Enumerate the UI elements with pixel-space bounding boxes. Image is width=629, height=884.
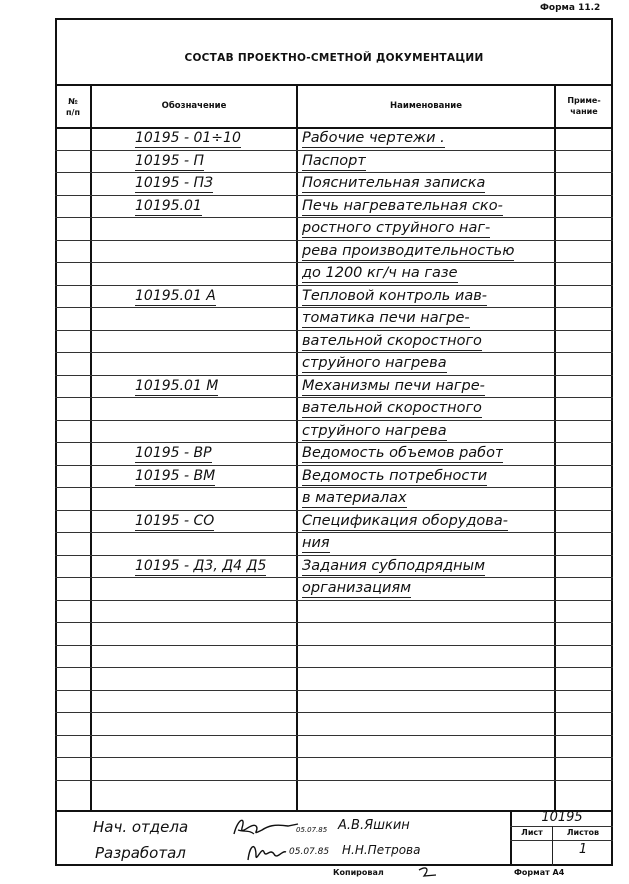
table-row-line xyxy=(55,240,613,241)
row-designation: 10195.01 xyxy=(135,198,202,214)
table-row-line xyxy=(55,352,613,353)
row-name: организациям xyxy=(302,580,412,596)
table-row-line xyxy=(55,712,613,713)
table-row-line xyxy=(55,465,613,466)
footer-copied-label: Копировал xyxy=(333,868,384,877)
table-row-line xyxy=(55,172,613,173)
title-separator xyxy=(55,84,613,86)
table-row-line xyxy=(55,757,613,758)
column-divider-name xyxy=(554,84,556,810)
footer-sheet-divider xyxy=(552,826,553,866)
row-designation: 10195 - СО xyxy=(135,513,215,529)
footer-sheet-line xyxy=(510,840,613,841)
row-name: вательной скоростного xyxy=(302,400,482,416)
row-name: Механизмы печи нагре- xyxy=(302,378,485,394)
footer-code-line xyxy=(510,826,613,827)
footer-head-role: Нач. отдела xyxy=(93,818,189,836)
footer-dev-role: Разработал xyxy=(95,844,186,862)
table-row-line xyxy=(55,150,613,151)
table-row-line xyxy=(55,667,613,668)
row-name: Паспорт xyxy=(302,153,366,169)
footer-head-name: А.В.Яшкин xyxy=(338,818,410,833)
row-designation: 10195 - 01÷10 xyxy=(135,130,241,146)
footer-doc-code: 10195 xyxy=(541,810,583,825)
table-row-line xyxy=(55,577,613,578)
footer-sheets-value: 1 xyxy=(578,842,588,857)
footer-dev-name: Н.Н.Петрова xyxy=(342,843,421,857)
column-header-number xyxy=(57,96,89,118)
table-row-line xyxy=(55,532,613,533)
table-row-line xyxy=(55,555,613,556)
table-row-line xyxy=(55,622,613,623)
table-row-line xyxy=(55,690,613,691)
table-row-line xyxy=(55,442,613,443)
table-row-line xyxy=(55,420,613,421)
table-row-line xyxy=(55,780,613,781)
column-divider-designation xyxy=(296,84,298,810)
table-row-line xyxy=(55,397,613,398)
footer-dev-date: 05.07.85 xyxy=(289,847,330,857)
row-name: Задания субподрядным xyxy=(302,558,486,574)
row-designation: 10195 - ПЗ xyxy=(135,175,213,191)
row-name: в материалах xyxy=(302,490,407,506)
footer-sheets-label: Листов xyxy=(566,828,600,837)
table-row-line xyxy=(55,510,613,511)
column-header-designation: Обозначение xyxy=(161,101,227,111)
table-row-line xyxy=(55,600,613,601)
row-name: Пояснительная записка xyxy=(302,175,486,191)
column-divider-number xyxy=(90,84,92,810)
row-name: Тепловой контроль иав- xyxy=(302,288,487,304)
column-header-number-line1: № xyxy=(68,97,78,106)
row-name: Ведомость потребности xyxy=(302,468,488,484)
footer-format-label: Формат А4 xyxy=(514,868,565,877)
footer-head-date: 05.07.85 xyxy=(296,826,328,834)
column-header-note-line2: чание xyxy=(570,107,598,116)
row-name: рева производительностью xyxy=(302,243,515,259)
row-designation: 10195 - ВР xyxy=(135,445,212,461)
row-designation: 10195 - Д3, Д4 Д5 xyxy=(135,558,267,574)
table-row-line xyxy=(55,195,613,196)
column-header-note xyxy=(556,95,612,117)
row-designation: 10195 - ВМ xyxy=(135,468,216,484)
row-name: до 1200 кг/ч на газе xyxy=(302,265,458,281)
form-label: Форма 11.2 xyxy=(540,3,601,13)
column-header-note-line1: Приме- xyxy=(567,96,601,105)
column-header-name: Наименование xyxy=(390,101,462,111)
table-row-line xyxy=(55,645,613,646)
row-designation: 10195 - П xyxy=(135,153,205,169)
row-designation: 10195.01 М xyxy=(135,378,219,394)
row-name: ния xyxy=(302,535,330,551)
row-name: вательной скоростного xyxy=(302,333,482,349)
row-name: Рабочие чертежи . xyxy=(302,130,445,146)
document-title: СОСТАВ ПРОЕКТНО-СМЕТНОЙ ДОКУМЕНТАЦИИ xyxy=(184,52,484,64)
table-row-line xyxy=(55,487,613,488)
copier-signature xyxy=(416,864,442,880)
row-name: Ведомость объемов работ xyxy=(302,445,504,461)
developer-signature xyxy=(244,838,288,866)
table-row-line xyxy=(55,375,613,376)
row-designation: 10195.01 А xyxy=(135,288,216,304)
table-row-line xyxy=(55,262,613,263)
row-name: струйного нагрева xyxy=(302,423,447,439)
table-row-line xyxy=(55,285,613,286)
column-header-number-line2: п/п xyxy=(66,108,80,117)
table-row-line xyxy=(55,735,613,736)
table-row-line xyxy=(55,217,613,218)
header-separator xyxy=(55,127,613,129)
row-name: Печь нагревательная ско- xyxy=(302,198,503,214)
row-name: томатика печи нагре- xyxy=(302,310,470,326)
row-name: Спецификация оборудова- xyxy=(302,513,508,529)
footer-sheet-label: Лист xyxy=(521,828,543,837)
table-row-line xyxy=(55,330,613,331)
row-name: струйного нагрева xyxy=(302,355,447,371)
row-name: ростного струйного наг- xyxy=(302,220,491,236)
table-row-line xyxy=(55,307,613,308)
